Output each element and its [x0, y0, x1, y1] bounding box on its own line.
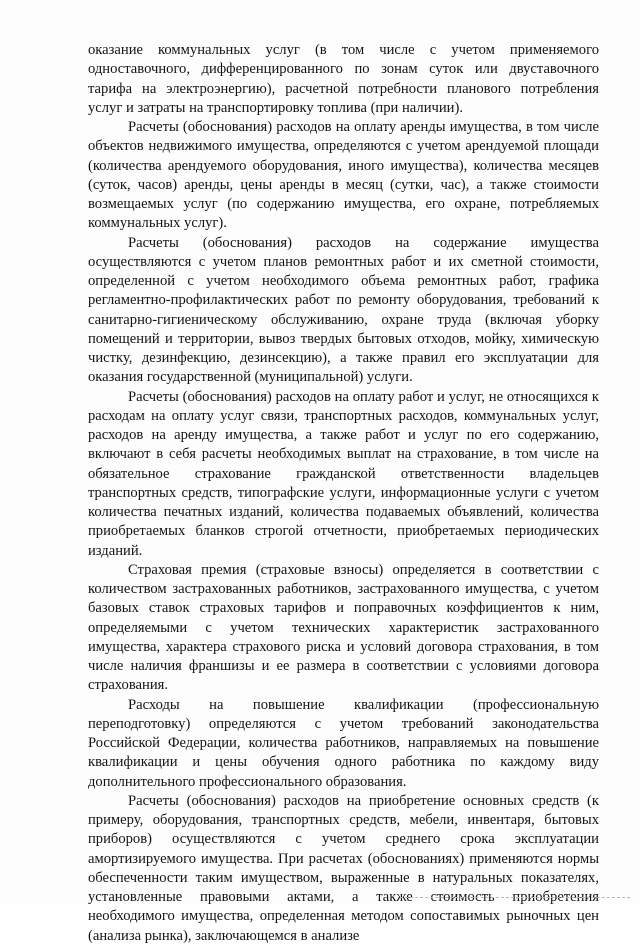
paragraph-fixed-assets-expenses: Расчеты (обоснования) расходов на приобретение основных средств (к примеру, оборудования, транспортных средств, мебели, инвентаря, бытовых приборов) осуществляются с учетом среднего срока эксплуатации амортизируемого имущества. При расчетах (обоснованиях) применяются нормы обеспеченности таким имуществом, выраженные в натуральных показателях, установленные правовыми актами, а также стоимость приобретения необходимого имущества, определенная методом сопоставимых рыночных цен (анализа рынка), заключающемся в анализе	[88, 792, 599, 944]
paragraph-insurance-premium: Страховая премия (страховые взносы) определяется в соответствии с количеством застрахованных работников, застрахованного имущества, с учетом базовых ставок страховых тарифов и поправочных коэффициентов к ним, определяемыми с учетом технических характеристик застрахованного имущества, характера страхового риска и условий договора страхования, в том числе наличия франшизы и ее размера в соответствии с условиями договора страхования.	[88, 561, 599, 694]
paragraph-rent-expenses: Расчеты (обоснования) расходов на оплату аренды имущества, в том числе объектов недвижимого имущества, определяются с учетом арендуемой площади (количества арендуемого оборудования, иного имущества), количества месяцев (суток, часов) аренды, цены аренды в месяц (сутки, час), а также стоимости возмещаемых услуг (по содержанию имущества, его охране, потребляемых коммунальных услуг).	[88, 119, 599, 232]
scan-edge-line	[400, 897, 630, 899]
paragraph-utilities-continuation: оказание коммунальных услуг (в том числе с учетом применяемого одноставочного, дифференцированного по зонам суток или двуставочного тарифа на электроэнергию), расчетной потребности планового потребления услуг и затраты на транспортировку топлива (при наличии).	[88, 42, 599, 116]
paragraph-maintenance-expenses: Расчеты (обоснования) расходов на содержание имущества осуществляются с учетом планов ремонтных работ и их сметной стоимости, определенной с учетом необходимого объема ремонтных работ, графика регламентно-профилактических работ по ремонту оборудования, требований к санитарно-гигиеническому обслуживанию, охране труда (включая уборку помещений и территории, вывоз твердых бытовых отходов, мойку, химическую чистку, дезинфекцию, дезинсекцию), а также правил его эксплуатации для оказания государственной (муниципальной) услуги.	[88, 234, 599, 386]
document-body	[88, 41, 599, 946]
paragraph-other-services-expenses: Расчеты (обоснования) расходов на оплату работ и услуг, не относящихся к расходам на оплату услуг связи, транспортных расходов, коммунальных услуг, расходов на аренду имущества, а также работ и услуг по его содержанию, включают в себя расчеты необходимых выплат на страхование, в том числе на обязательное страхование гражданской ответственности владельцев транспортных средств, типографские услуги, информационные услуги с учетом количества печатных изданий, количества подаваемых объявлений, количества приобретаемых бланков строгой отчетности, приобретаемых периодических изданий.	[88, 388, 599, 559]
paragraph-training-expenses: Расходы на повышение квалификации (профессиональную переподготовку) определяются с учетом требований законодательства Российской Федерации, количества работников, направляемых на повышение квалификации и цены обучения одного работника по каждому виду дополнительного профессионального образования.	[88, 696, 599, 790]
